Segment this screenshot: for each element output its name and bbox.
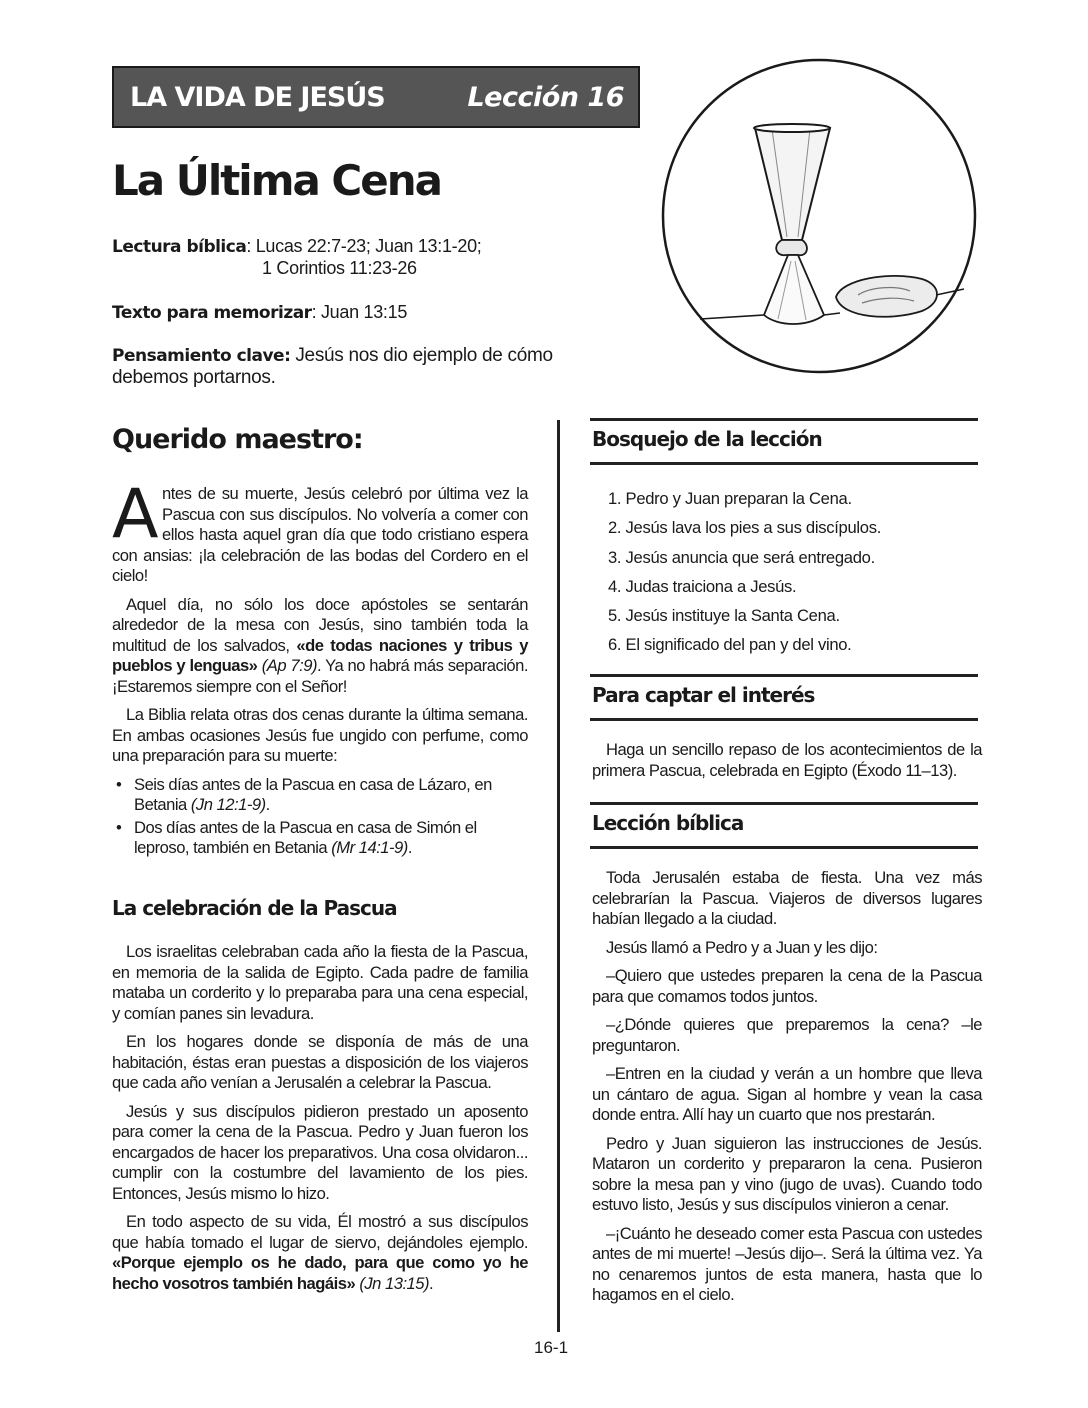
- paragraph: Pedro y Juan siguieron las instrucciones de Jesús. Mataron un corderito y prepararon la cena. Pusieron sobre la mesa pan y vino (jugo de uvas). Cuando todo estuvo listo, Jesús y sus discípulos vinieron a cenar.: [592, 1133, 982, 1214]
- outline-item: 5. Jesús instituye la Santa Cena.: [608, 606, 840, 626]
- outline-item: 6. El significado del pan y del vino.: [608, 635, 852, 655]
- paragraph: La Biblia relata otras dos cenas durante la última semana. En ambas ocasiones Jesús fue ungido con perfume, como una preparación para su muerte:: [112, 705, 528, 765]
- paragraph: En los hogares donde se disponía de más de una habitación, éstas eran puestas a disposición de los viajeros que cada año venían a Jerusalén a celebrar la Pascua.: [112, 1032, 528, 1092]
- bible-reading-value: : Lucas 22:7-23; Juan 13:1-20;: [246, 236, 482, 256]
- lesson-header-bar: [112, 66, 640, 128]
- paragraph: Jesús y sus discípulos pidieron prestado un aposento para comer la cena de la Pascua. Pedro y Juan fueron los encargados de hacer los preparativos. Una cosa olvidaron... cumplir con la costumbre del lavamiento de los pies. Entonces, Jesús mismo lo hizo.: [112, 1101, 528, 1203]
- paragraph: –Entren en la ciudad y verán a un hombre que lleva un cántaro de agua. Sigan al hombre y vean la casa donde entra. Allí hay un cuarto que nos prestarán.: [592, 1064, 982, 1124]
- bible-reading: [112, 236, 481, 279]
- memory-verse-label: Texto para memorizar: [112, 303, 312, 323]
- outline-heading: Bosquejo de la lección: [590, 418, 978, 465]
- teacher-letter-heading: Querido maestro:: [112, 424, 363, 455]
- page-number: 16-1: [534, 1338, 569, 1357]
- paragraph: –¿Dónde quieres que preparemos la cena? –le preguntaron.: [592, 1015, 982, 1055]
- bible-reading-label: Lectura bíblica: [112, 237, 247, 257]
- paragraph: Jesús llamó a Pedro y a Juan y les dijo:: [606, 937, 878, 957]
- interest-heading: Para captar el interés: [590, 674, 978, 721]
- paragraph: –Quiero que ustedes preparen la cena de la Pascua para que comamos todos juntos.: [592, 966, 982, 1006]
- outline-item: 2. Jesús lava los pies a sus discípulos.: [608, 518, 882, 538]
- memory-verse-value: : Juan 13:15: [311, 302, 408, 322]
- lesson-title: La Última Cena: [112, 156, 441, 205]
- bullet-list: [112, 775, 528, 859]
- outline-item: 1. Pedro y Juan preparan la Cena.: [608, 489, 852, 508]
- interest-body: [592, 740, 982, 789]
- passover-body: [112, 942, 528, 1302]
- bible-lesson-heading: Lección bíblica: [590, 802, 978, 849]
- memory-verse: [112, 302, 407, 324]
- teacher-letter-body: [112, 475, 529, 867]
- outline-list: [608, 484, 881, 660]
- passover-heading: La celebración de la Pascua: [112, 896, 397, 920]
- key-thought-value: Jesús nos dio ejemplo de cómo debemos portarnos.: [112, 345, 553, 388]
- bible-lesson-body: [592, 868, 982, 1314]
- outline-item: 4. Judas traiciona a Jesús.: [608, 576, 797, 596]
- list-item: • Dos días antes de la Pascua en casa de Simón el leproso, también en Betania (Mr 14:1-9).: [112, 818, 528, 859]
- chalice-and-bread-illustration: [660, 57, 978, 375]
- outline-item: 3. Jesús anuncia que será entregado.: [608, 547, 875, 567]
- bible-reading-value-2: 1 Corintios 11:23-26: [262, 258, 417, 278]
- lesson-number: Lección 16: [467, 81, 624, 113]
- paragraph: Toda Jerusalén estaba de fiesta. Una vez más celebrarían la Pascua. Viajeros de diversos lugares habían llegado a la ciudad.: [592, 868, 982, 928]
- paragraph: Haga un sencillo repaso de los acontecimientos de la primera Pascua, celebrada en Egipto (Éxodo 11–13).: [592, 740, 982, 780]
- paragraph: Aquel día, no sólo los doce apóstoles se sentarán alrededor de la mesa con Jesús, sino también toda la multitud de los salvados, «de todas naciones y tribus y pueblos y lenguas» (Ap 7:9). Ya no habrá más separación. ¡Estaremos siempre con el Señor!: [112, 594, 529, 696]
- column-divider: [557, 420, 560, 1332]
- series-title: LA VIDA DE JESÚS: [130, 81, 385, 113]
- drop-cap: A: [112, 475, 159, 554]
- key-thought-label: Pensamiento clave:: [112, 346, 291, 366]
- paragraph: Los israelitas celebraban cada año la fiesta de la Pascua, en memoria de la salida de Egipto. Cada padre de familia mataba un corderito y lo preparaba para una cena especial, y comían panes sin levadura.: [112, 942, 528, 1023]
- paragraph: En todo aspecto de su vida, Él mostró a sus discípulos que había tomado el lugar de siervo, dejándoles ejemplo. «Porque ejemplo os he dado, para que como yo he hecho vosotros también hagáis» (Jn 13:15).: [112, 1212, 528, 1293]
- paragraph: –¡Cuánto he deseado comer esta Pascua con ustedes antes de mi muerte! –Jesús dijo–. Será la última vez. Ya no cenaremos juntos de esta manera, hasta que lo hagamos en el cielo.: [592, 1223, 982, 1304]
- paragraph: Antes de su muerte, Jesús celebró por última vez la Pascua con sus discípulos. No volvería a comer con ellos hasta aquel gran día que todo cristiano espera con ansias: ¡la celebración de las bodas del Cordero en el cielo!: [112, 475, 528, 585]
- key-thought: [112, 345, 602, 388]
- list-item: • Seis días antes de la Pascua en casa de Lázaro, en Betania (Jn 12:1-9).: [112, 775, 528, 816]
